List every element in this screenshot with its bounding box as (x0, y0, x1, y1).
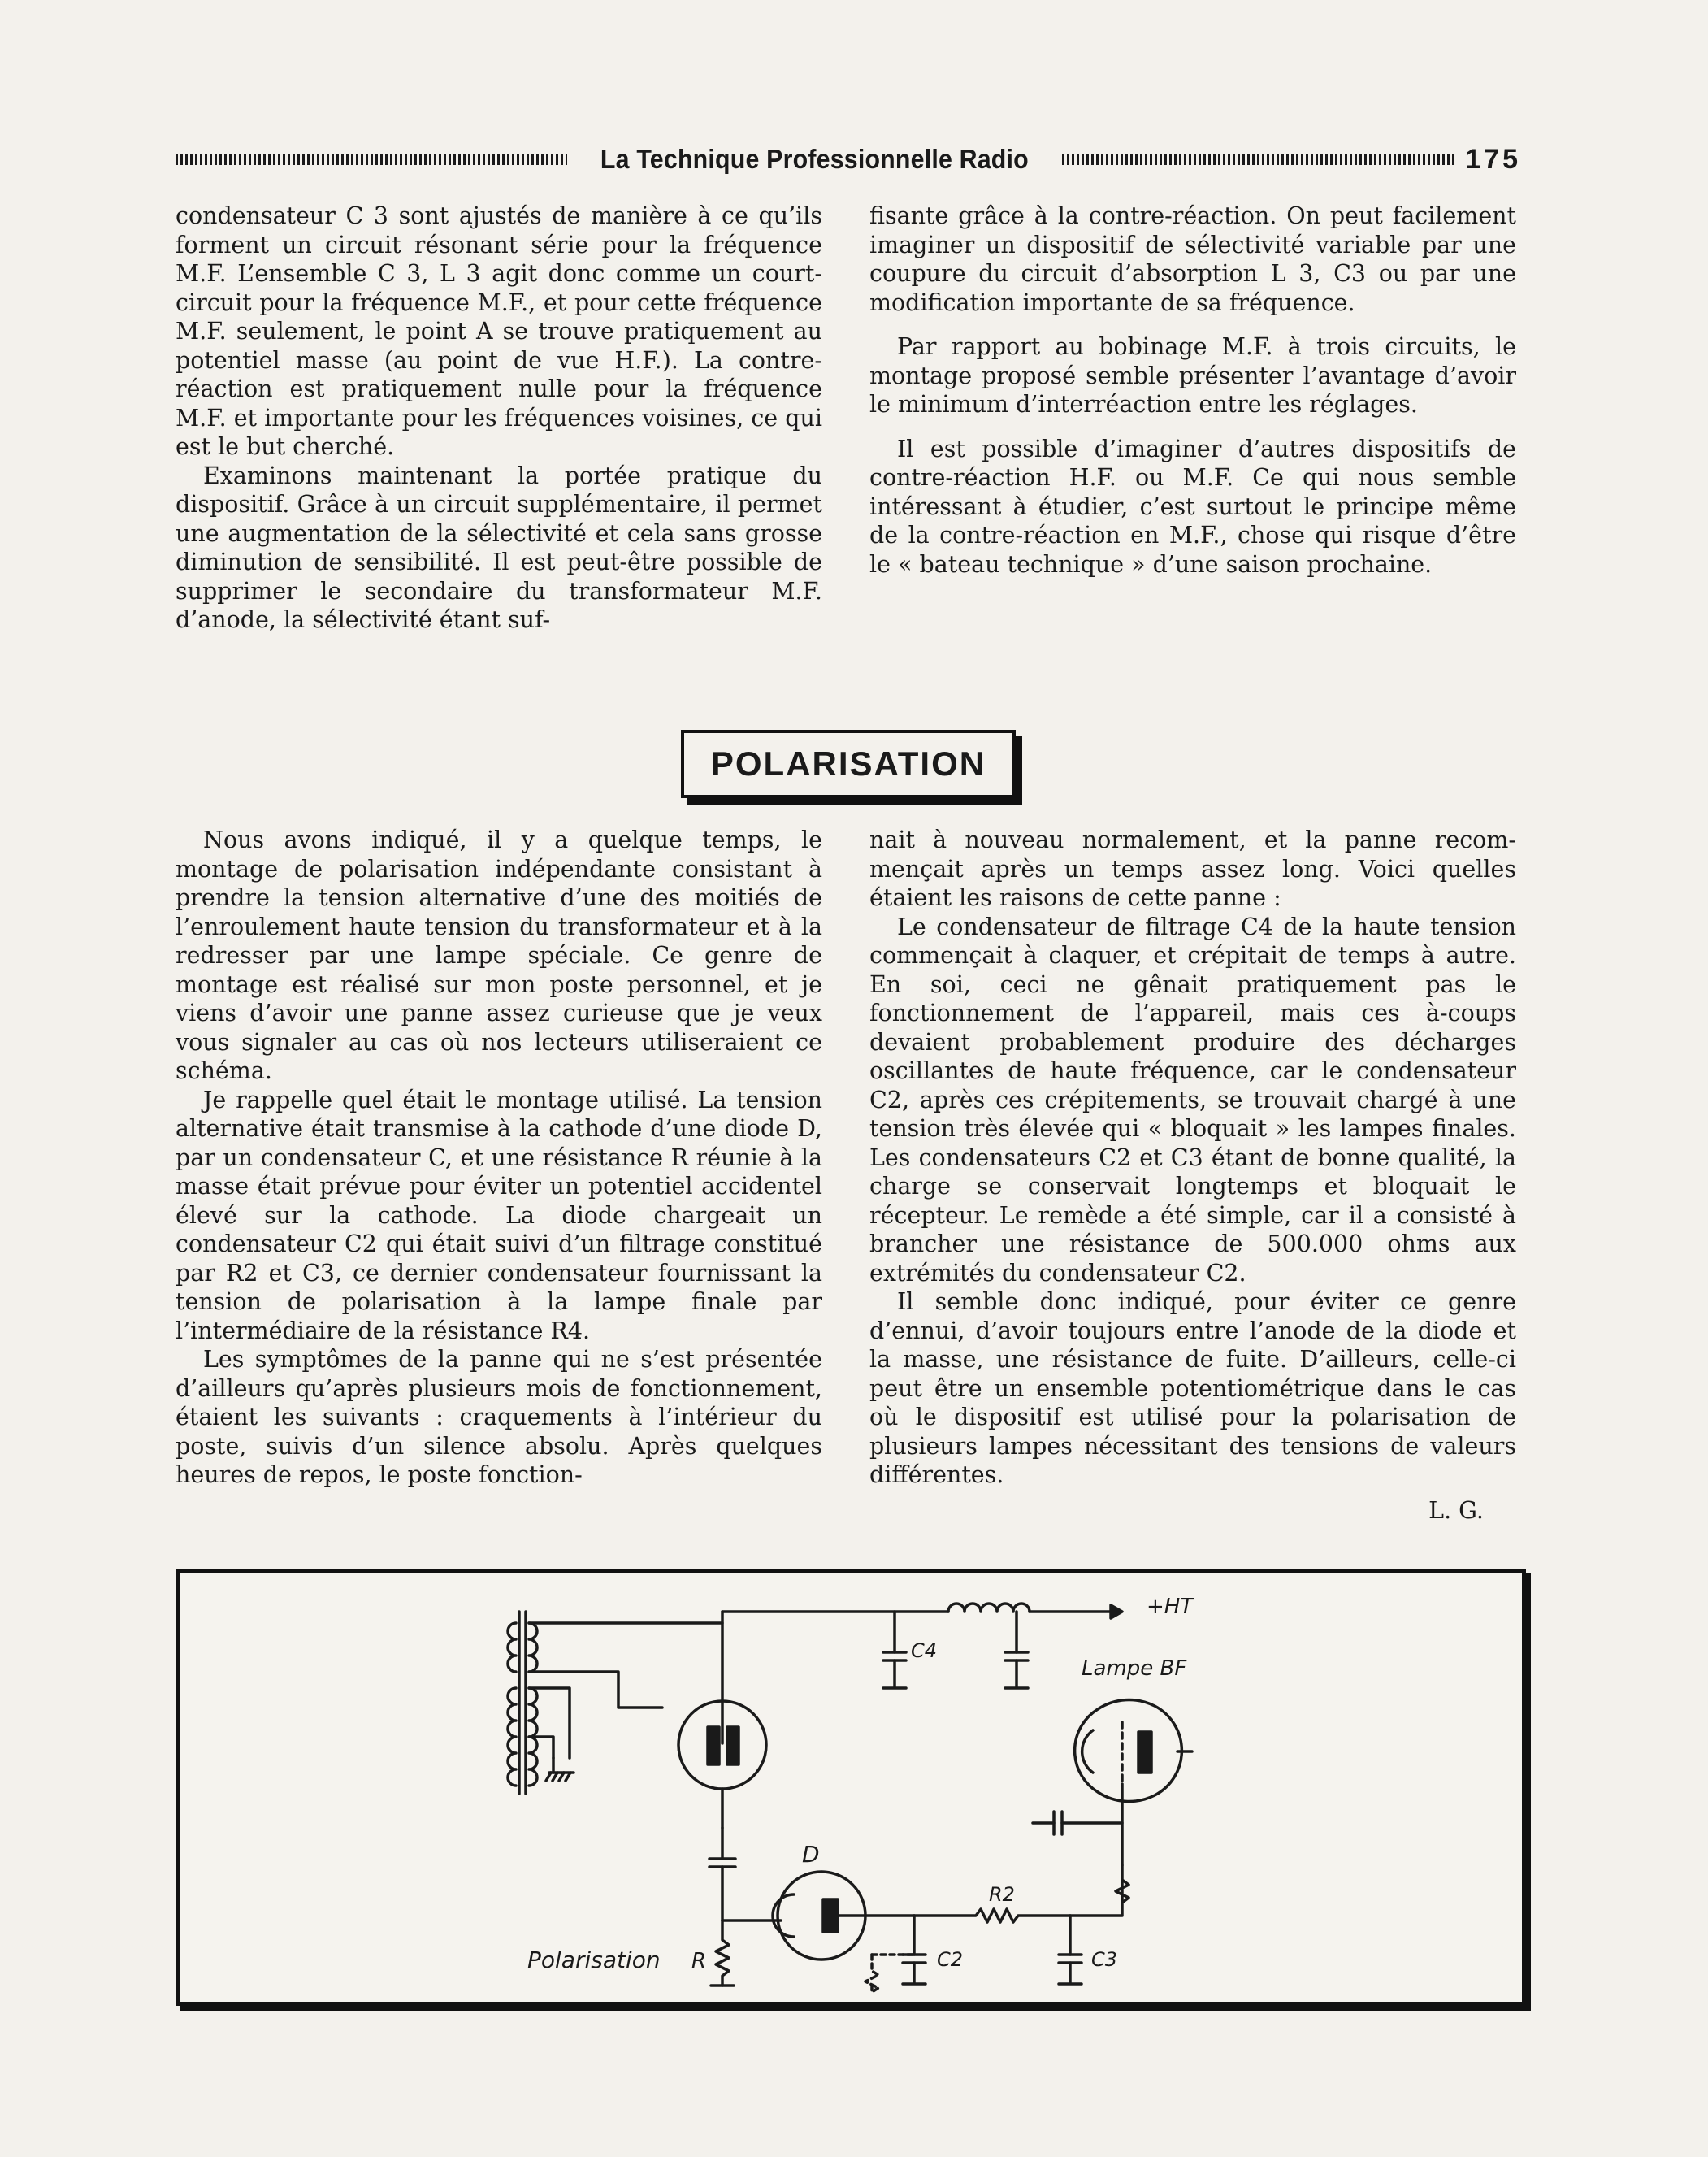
label-c2: C2 (937, 1948, 964, 1971)
author-signature: L. G. (1428, 1496, 1484, 1524)
paragraph: Nous avons indiqué, il y a quelque temps, le montage de polarisation indépendante consistant à prendre la tension alternative d’une des moitiés de l’enroulement haute tension du transformateur et à la redresser par une lampe spéciale. Ce genre de montage est réalisé sur mon poste personnel, et je viens d’avoir une panne assez curieuse que je veux vous signaler au cas où nos lecteurs utiliseraient ce schéma. (176, 827, 822, 1084)
page-number: 175 (1465, 143, 1521, 175)
primary-winding (508, 1623, 516, 1672)
label-c4: C4 (911, 1639, 938, 1662)
top-left-column (176, 202, 822, 635)
header-rule-right (1062, 154, 1454, 165)
primary-winding (508, 1688, 516, 1786)
paragraph: Il semble donc indiqué, pour éviter ce genre d’ennui, d’avoir toujours entre l’anode de la diode et la masse, une résistance de fuite. D’ailleurs, celle-ci peut être un ensemble potentiométrique dans le cas où le dispositif est utilisé pour la polarisation de plusieurs lampes nécessitant des tensions de valeurs différentes. (869, 1288, 1516, 1488)
paragraph: Il est possible d’imaginer d’autres dispositifs de contre-réaction H.F. ou M.F. Ce qui nous semble intéressant à étudier, c’est surtout le principe même de la contre-réaction en M.F., chose qui risque d’être le « bateau technique » d’une saison prochaine. (869, 435, 1516, 578)
ground (903, 1963, 926, 1984)
section-title: POLARISATION (681, 730, 1016, 798)
label-lampe-bf: Lampe BF (1082, 1656, 1187, 1681)
ground (883, 1660, 906, 1688)
paragraph: Je rappelle quel était le montage utilisé. La tension alternative était transmise à la cathode d’une diode D, par un condensateur C, et une résistance R réunie à la masse était prévue pour éviter un potentiel accidentel élevé sur la cathode. La diode chargeait un condensateur C2 qui était suivi d’un filtrage constitué par R2 et C3, ce dernier condensateur fournissant la tension de polarisation à la lampe finale par l’intermédiaire de la résistance R4. (176, 1086, 822, 1344)
lampe-bf-tube (1075, 1699, 1182, 1801)
polarisation-schematic (176, 1569, 1526, 2006)
lampe-cathode (1082, 1730, 1093, 1773)
label-c3: C3 (1091, 1948, 1118, 1971)
circuit-diagram (180, 1573, 1522, 2002)
schematic-caption: Polarisation (527, 1947, 661, 1973)
label-r: R (691, 1949, 707, 1973)
diode-anode (823, 1899, 838, 1932)
ground (1005, 1660, 1028, 1688)
paragraph: fisante grâce à la contre-réaction. On peut facilement imaginer un dispositif de sélectivité variable par une coupure du circuit d’absorption L 3, C3 ou par une modification importante de sa fréquence. (869, 202, 1516, 316)
wire (529, 1672, 662, 1708)
resistor-r2 (914, 1909, 1070, 1922)
label-diode: D (802, 1841, 820, 1868)
wire (529, 1623, 722, 1743)
header-rule-left (176, 154, 567, 165)
ground (1059, 1963, 1082, 1984)
label-r2: R2 (989, 1883, 1015, 1906)
paragraph: Par rapport au bobinage M.F. à trois circuits, le montage proposé semble présenter l’avantage d’avoir le minimum d’interréaction entre les réglages. (869, 333, 1516, 418)
resistor-r4 (1070, 1865, 1129, 1916)
top-right-column (869, 202, 1516, 579)
bottom-left-column (176, 826, 822, 1490)
paragraph: Les symptômes de la panne qui ne s’est présentée d’ailleurs qu’après plusieurs mois de fonctionnement, étaient les suivants : craquements à l’intérieur du poste, suivis d’un silence absolu. Après quelques heures de repos, le poste fonction- (176, 1346, 822, 1488)
bottom-right-column (869, 826, 1516, 1525)
paragraph: Le condensateur de filtrage C4 de la haute tension commençait à claquer, et crépitait de temps à autre. En soi, ceci ne gênait pratiquement pas le fonctionnement de l’appareil, mais ces à-coups devaient probablement produire des décharges oscillantes de haute fréquence, car le condensateur C2, après ces crépitements, se trouvait chargé à une tension très élevée qui « bloquait » les lampes finales. Les condensateurs C2 et C3 étant de bonne qualité, la charge se conservait longtemps et bloquait le récepteur. Le remède a été simple, car il a consisté à brancher une résistance de 500.000 ohms aux extrémités du condensateur C2. (869, 913, 1516, 1287)
choke-coil (948, 1604, 1030, 1612)
secondary-winding (529, 1623, 537, 1672)
paragraph: nait à nouveau normalement, et la panne recommençait après un temps assez long. Voici quelles étaient les raisons de cette panne : (869, 827, 1516, 911)
arrow-icon (1111, 1605, 1122, 1618)
tube-plate (727, 1727, 739, 1764)
paragraph: Examinons maintenant la portée pratique du dispositif. Grâce à un circuit supplémentaire, il permet une augmentation de la sélectivité et cela sans grosse diminution de sensibilité. Il est peut-être possible de supprimer le secondaire du transformateur M.F. d’anode, la sélectivité étant suf- (176, 462, 822, 633)
leak-resistor-dashed (865, 1955, 878, 1992)
running-header (176, 140, 1521, 179)
journal-title: La Technique Professionnelle Radio (600, 144, 1030, 174)
diode-cathode (773, 1894, 794, 1937)
ground-hatch (546, 1773, 551, 1781)
resistor-r (716, 1920, 729, 1986)
lampe-anode (1138, 1732, 1151, 1773)
label-ht: +HT (1147, 1595, 1194, 1619)
paragraph: condensateur C 3 sont ajustés de manière à ce qu’ils forment un circuit résonant série pour la fréquence M.F. L’ensemble C 3, L 3 agit donc comme un court-circuit pour la fréquence M.F., et pour cette fréquence M.F. seulement, le point A se trouve pratiquement au potentiel masse (au point de vue H.F.). La contre-réaction est pratiquement nulle pour la fréquence M.F. et importante pour les fréquences voisines, ce qui est le but cherché. (176, 202, 822, 460)
tube-plate (708, 1727, 719, 1764)
